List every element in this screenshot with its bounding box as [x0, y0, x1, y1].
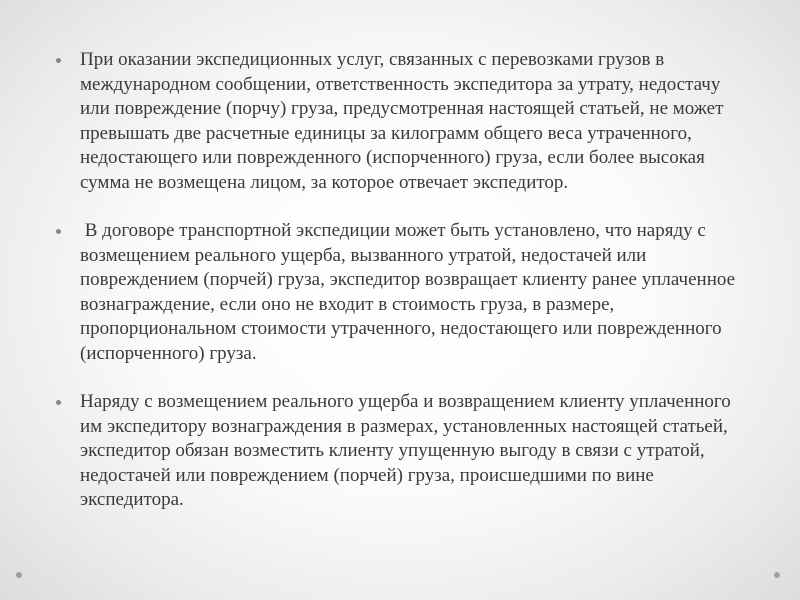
bullet-text-2: В договоре транспортной экспедиции может быть установлено, что наряду с возмещением реального ущерба, вызванного утратой, недостачей или повреждением (порчей) груза, экспедитор возвращает клиенту ранее уплаченное вознаграждение, если оно не входит в стоимость груза, в размере, пропорциональном стоимости утраченного, недостающего или поврежденного (испорченного) груза. — [80, 220, 740, 364]
nav-left — [16, 572, 22, 578]
bullet-item-1 — [52, 48, 752, 195]
dot-icon[interactable] — [16, 572, 22, 578]
nav-right — [774, 572, 780, 578]
bullet-item-2 — [52, 219, 752, 366]
bullet-text-3: Наряду с возмещением реального ущерба и возвращением клиенту уплаченного им экспедитору вознаграждения в размерах, установленных настоящей статьей, экспедитор обязан возместить клиенту упущенную выгоду в связи с утратой, недостачей или повреждением (порчей) груза, происшедшими по вине экспедитора. — [80, 391, 731, 510]
bullet-item-3 — [52, 390, 752, 513]
bullet-text-1: При оказании экспедиционных услуг, связанных с перевозками грузов в международном сообщении, ответственность экспедитора за утрату, недостачу или повреждение (порчу) груза, предусмотренная настоящей статьей, не может превышать две расчетные единицы за килограмм общего веса утраченного, недостающего или поврежденного (испорченного) груза, если более высокая сумма не возмещена лицом, за которое отвечает экспедитор. — [80, 49, 724, 193]
bullet-list — [52, 48, 752, 513]
bullet-dot-icon — [56, 229, 61, 234]
bullet-dot-icon — [56, 58, 61, 63]
bullet-dot-icon — [56, 400, 61, 405]
dot-icon[interactable] — [774, 572, 780, 578]
